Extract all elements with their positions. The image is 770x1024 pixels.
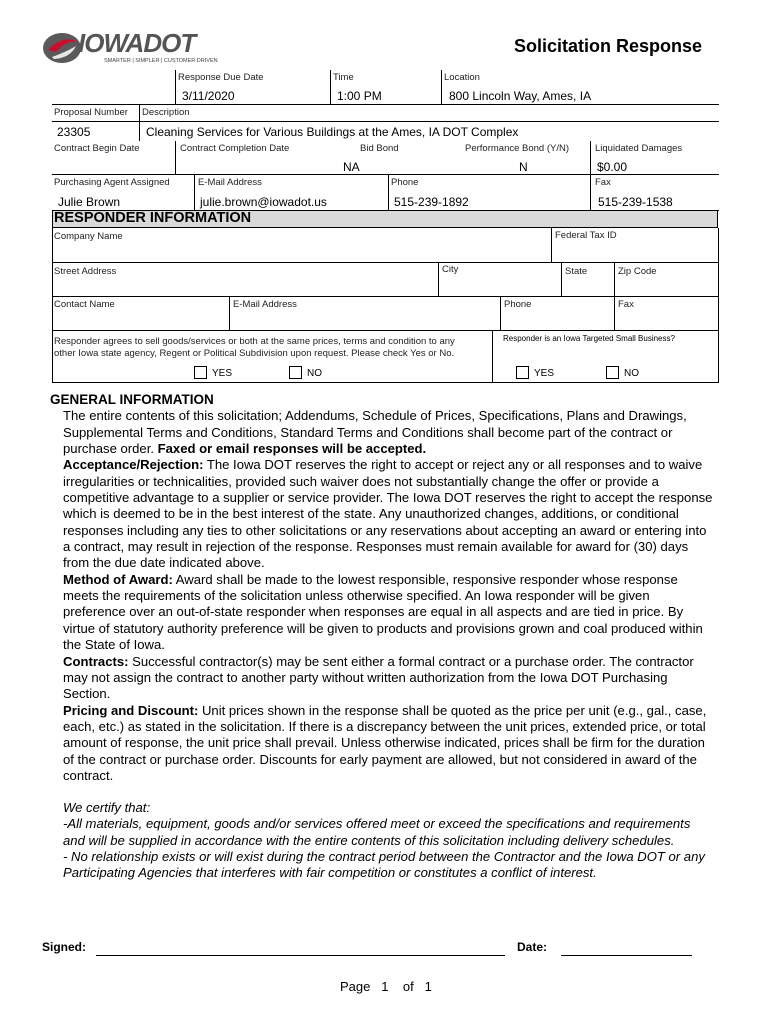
agent-phone-label: Phone (391, 177, 419, 188)
contracts (63, 654, 715, 703)
date-label: Date: (517, 940, 548, 954)
city-label: City (442, 264, 459, 275)
agreement-yes-checkbox[interactable] (194, 366, 207, 379)
responder-email-label: E-Mail Address (233, 299, 297, 310)
contact-name-field[interactable] (53, 312, 228, 329)
tsb-no-checkbox[interactable] (606, 366, 619, 379)
agent-phone-value: 515-239-1892 (394, 195, 469, 209)
certify-item-1: -All materials, equipment, goods and/or services offered meet or exceed the specifications and requirements and will be supplied in accordance with the entire contents of this solicitation including delivery schedules. (63, 816, 691, 848)
agent-email-label: E-Mail Address (198, 177, 262, 188)
description-value: Cleaning Services for Various Buildings at the Ames, IA DOT Complex (146, 125, 519, 139)
general-information (50, 392, 715, 784)
performance-bond-value: N (519, 160, 528, 174)
acceptance-rejection (63, 457, 715, 571)
contracts-text: Successful contractor(s) may be sent either a formal contract or a purchase order. The contractor may not assign the contract to another party without written authorization from the Iowa DOT Purchasing Section. (63, 653, 694, 702)
acceptance-heading: Acceptance/Rejection: (63, 457, 204, 473)
city-field[interactable] (439, 278, 560, 295)
responder-fax-field[interactable] (615, 312, 717, 329)
agreement-text-line-2: other Iowa state agency, Regent or Political Subdivision upon request. Please check Yes or No. (54, 348, 455, 359)
contracts-heading: Contracts: (63, 653, 129, 669)
of-word: of (402, 979, 414, 994)
intro-bold-text: Faxed or email responses will be accepted. (157, 441, 427, 457)
liquidated-damages-value: $0.00 (597, 160, 628, 174)
proposal-number-label: Proposal Number (54, 107, 128, 118)
time-label: Time (333, 72, 354, 83)
method-heading: Method of Award: (63, 571, 173, 587)
company-name-label: Company Name (54, 231, 123, 242)
intro-text: The entire contents of this solicitation; Addendums, Schedule of Prices, Specifications, Plans and Drawings, Supplemental Terms and Conditions, Standard Terms and Conditions shall become part of the contract or purchase order. (63, 408, 687, 457)
page-number (340, 979, 432, 994)
date-line[interactable] (561, 955, 692, 956)
responder-fax-label: Fax (618, 299, 634, 310)
pricing-and-discount (63, 703, 715, 785)
purchasing-agent-value: Julie Brown (58, 195, 121, 209)
street-address-label: Street Address (54, 266, 117, 277)
signed-label: Signed: (42, 940, 86, 954)
logo-wordmark: IOWADOT (78, 28, 196, 58)
page-word: Page (340, 979, 371, 994)
method-of-award (63, 572, 715, 654)
contact-name-label: Contact Name (54, 299, 115, 310)
state-field[interactable] (562, 278, 613, 295)
location-label: Location (444, 72, 480, 83)
responder-phone-field[interactable] (501, 312, 613, 329)
agent-email-value: julie.brown@iowadot.us (200, 195, 327, 209)
logo-tagline: SMARTER | SIMPLER | CUSTOMER DRIVEN (104, 58, 218, 64)
proposal-number-value: 23305 (57, 125, 91, 139)
state-label: State (565, 266, 588, 277)
tsb-no-label: NO (624, 368, 639, 379)
purchasing-agent-label: Purchasing Agent Assigned (54, 177, 170, 188)
responder-phone-label: Phone (504, 299, 532, 310)
page-current: 1 (381, 979, 389, 994)
zip-code-field[interactable] (615, 278, 717, 295)
responder-section-title: RESPONDER INFORMATION (54, 210, 252, 226)
agreement-no-checkbox[interactable] (289, 366, 302, 379)
tsb-question: Responder is an Iowa Targeted Small Business? (503, 334, 675, 343)
iowa-dot-logo (42, 28, 217, 68)
acceptance-text: The Iowa DOT reserves the right to accept or reject any or all responses and to waive irregularities or technicalities, provided such waiver does not substantially change the offer or provide a competitive advantage to a supplier or service provider. The Iowa DOT reserves the right to accept the response which is deemed to be in the best interest of the state. Any unauthorized changes, additions, or conditional responses including any ties to other solicitations or any reservations about accepting an award or entering into a contract, may result in rejection of the response. Responses must remain available for award for (30) days from the due date indicated above. (63, 457, 713, 571)
street-address-field[interactable] (53, 278, 437, 295)
responder-email-field[interactable] (230, 312, 499, 329)
certify-item-2: - No relationship exists or will exist during the contract period between the Contractor and the Iowa DOT or any Participating Agencies that interferes with fair competition or constitutes a conflict of interest. (63, 849, 705, 881)
pricing-heading: Pricing and Discount: (63, 702, 199, 718)
contract-begin-date-label: Contract Begin Date (54, 143, 140, 154)
bid-bond-label: Bid Bond (360, 143, 399, 154)
agreement-yes-label: YES (212, 368, 233, 379)
agent-fax-value: 515-239-1538 (598, 195, 673, 209)
response-due-date-label: Response Due Date (178, 72, 264, 83)
agreement-text-line-1: Responder agrees to sell goods/services or both at the same prices, terms and condition to any (54, 336, 455, 347)
location-value: 800 Lincoln Way, Ames, IA (449, 89, 592, 103)
page-total: 1 (424, 979, 432, 994)
tsb-yes-checkbox[interactable] (516, 366, 529, 379)
signature-line[interactable] (96, 955, 505, 956)
time-value: 1:00 PM (337, 89, 382, 103)
general-intro (63, 408, 715, 457)
bid-bond-value: NA (343, 160, 360, 174)
certify-lead: We certify that: (63, 800, 151, 815)
agreement-no-label: NO (307, 368, 322, 379)
liquidated-damages-label: Liquidated Damages (595, 143, 683, 154)
method-text: Award shall be made to the lowest responsible, responsive responder whose response meets the requirements of the solicitation unless otherwise specified. An Iowa responder will be given preference over an out-of-state responder when responses are equal in all aspects and are tied in price. By virtue of statutory authority preference will be given to products and provisions grown and coal produced within the State of Iowa. (63, 571, 703, 653)
certification (63, 800, 713, 882)
pricing-text: Unit prices shown in the response shall be quoted as the price per unit (e.g., gal., case, each, etc.) as stated in the solicitation. If there is a discrepancy between the unit prices, extended price, or total amount of response, the unit price shall prevail. Unless otherwise indicated, prices shall be firm for the duration of the contract or purchase order. Discounts for early payment are allowed, but not considered in award of the contract. (63, 702, 707, 783)
federal-tax-id-field[interactable] (552, 244, 717, 261)
response-due-date-value: 3/11/2020 (182, 89, 235, 103)
performance-bond-label: Performance Bond (Y/N) (465, 143, 570, 154)
federal-tax-id-label: Federal Tax ID (555, 230, 617, 241)
agent-fax-label: Fax (595, 177, 611, 188)
page-title: Solicitation Response (513, 36, 702, 56)
contract-completion-date-label: Contract Completion Date (180, 143, 290, 154)
logo-swoosh-icon (42, 30, 82, 66)
description-label: Description (142, 107, 190, 118)
general-information-title: GENERAL INFORMATION (50, 392, 214, 407)
tsb-yes-label: YES (534, 368, 555, 379)
company-name-field[interactable] (53, 244, 550, 261)
zip-code-label: Zip Code (618, 266, 657, 277)
